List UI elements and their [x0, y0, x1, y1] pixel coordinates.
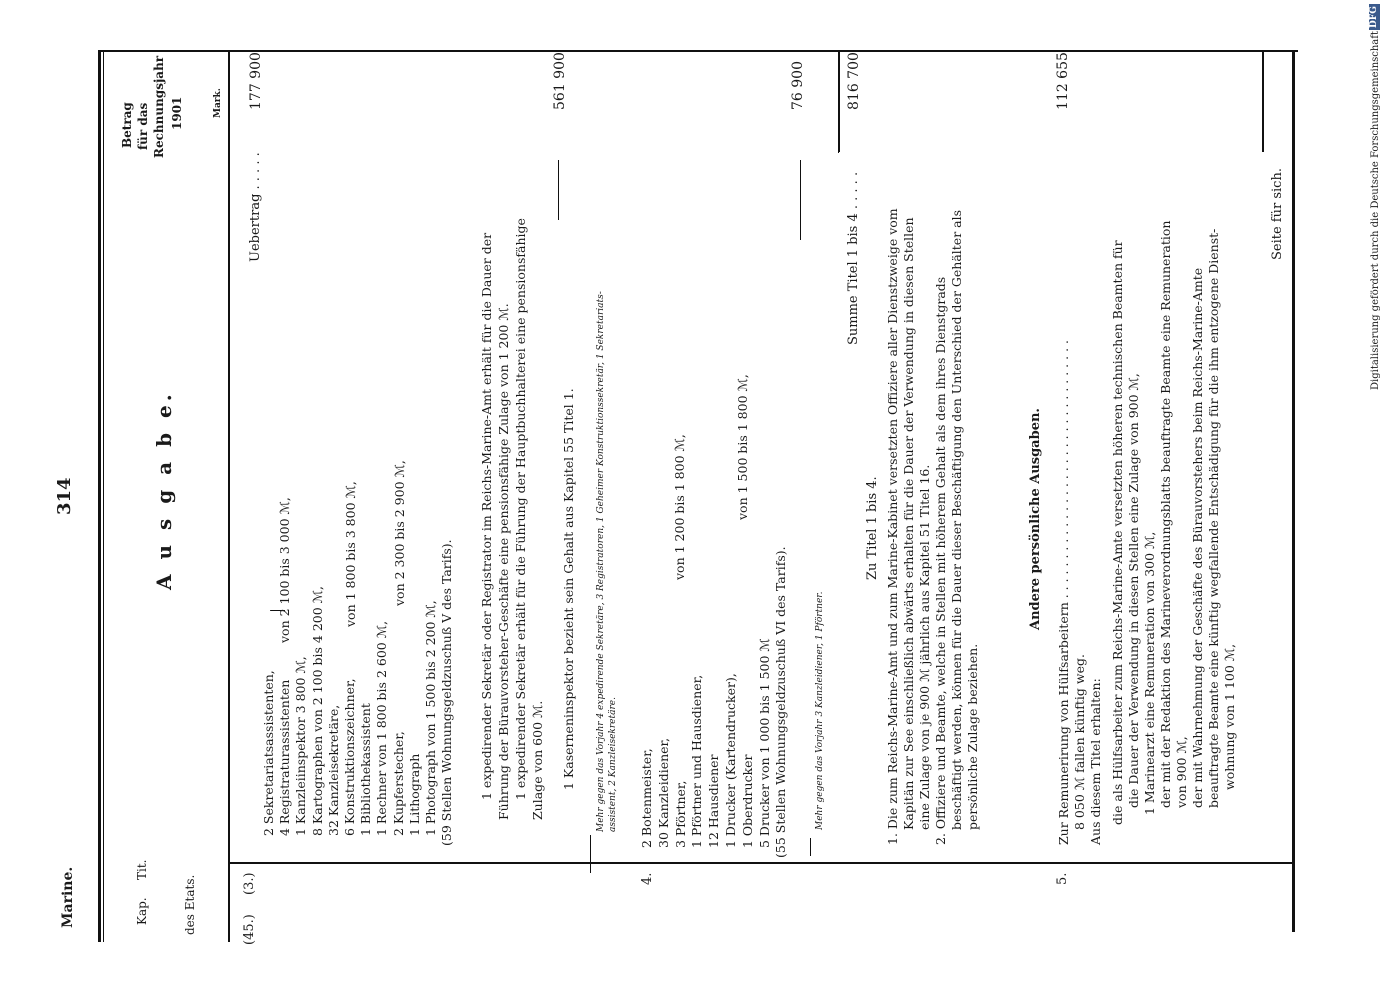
- entry5-l3: Aus diesem Titel erhalten:: [1088, 678, 1103, 845]
- entry5-heading: Andere persönliche Ausgaben.: [1028, 408, 1043, 630]
- mehr-rule-45: [558, 160, 559, 220]
- zu-titel-p1-1: 1. Die zum Reichs-Marine-Amt und zum Marine-Kabinet versetzten Offiziere aller Dienstzweige vom: [885, 208, 900, 845]
- staff4-line-8: (55 Stellen Wohnungsgeldzuschuß VI des Tarifs).: [773, 546, 789, 858]
- note-line-3: 1 expedirender Sekretär erhält für die Führung der Hauptbuchhalterei eine pensionsfähige: [513, 218, 528, 800]
- amount-45-3: 561 900: [552, 52, 568, 110]
- sum-amount: 816 700: [846, 52, 862, 110]
- staff-line-6: 1 Bibliothekassistent: [358, 703, 374, 836]
- entry5-l7: der mit der Redaktion des Marineverordnungsblatts beauftragte Beamte eine Remuneration: [1158, 220, 1173, 808]
- entry5-l11: wohnung von 1 100 ℳ,: [1222, 643, 1237, 790]
- top-rule-outer: [98, 52, 101, 942]
- entry5-l4: die als Hülfsarbeiter zum Reichs-Marine-Amte versetzten höheren technischen Beamten für: [1110, 240, 1125, 825]
- sum-rule: [838, 152, 839, 153]
- zu-titel-p2-1: 2. Offiziere und Beamte, welche in Stellen mit höherem Gehalt als dem ihres Dienstgrads: [933, 276, 948, 845]
- note-line-4: Zulage von 600 ℳ.: [530, 700, 545, 820]
- staff-line-10: 1 Photograph von 1 500 bis 2 200 ℳ,: [423, 600, 438, 836]
- staff4-line-4: 12 Hausdiener: [706, 754, 722, 848]
- staff-line-11: (59 Stellen Wohnungsgeldzuschuß V des Tarifs).: [439, 539, 455, 846]
- mehr-line-2: assistent, 2 Kanzleisekretäre.: [608, 697, 618, 832]
- entry5-l5: die Dauer der Verwendung in diesen Stellen eine Zulage von 900 ℳ,: [1126, 373, 1141, 808]
- staff4-line-3: 1 Pförtner und Hausdiener,: [689, 674, 705, 848]
- mehr-line-1: Mehr gegen das Vorjahr 4 expedirende Sekretäre, 3 Registratoren, 1 Geheimer Konstruktionssekretär, 1 Sekretariats-: [596, 291, 606, 832]
- zu-titel-heading: Zu Titel 1 bis 4.: [865, 476, 880, 580]
- note-line-5: 1 Kaserneninspektor bezieht sein Gehalt aus Kapitel 55 Titel 1.: [561, 388, 576, 790]
- staff4-line-2: 3 Pförtner,: [672, 780, 688, 848]
- entry5-l2: 8 050 ℳ fallen künftig weg.: [1072, 654, 1087, 830]
- brace-text-2: von 1 800 bis 3 800 ℳ,: [343, 481, 358, 627]
- entry5-footer: Seite für sich.: [1270, 168, 1285, 260]
- sum-label: Summe Titel 1 bis 4 . . . . .: [846, 171, 861, 345]
- staff4-line-6: 1 Oberdrucker: [739, 754, 755, 848]
- entry5-l8: von 900 ℳ,: [1174, 736, 1189, 808]
- amount-header-line2: für das: [136, 102, 150, 150]
- note-line-2: Führung der Bürauvorsteher-Geschäfte eine pensionsfähige Zulage von 1 200 ℳ.: [496, 303, 511, 820]
- amount-header-line3: Rechnungsjahr: [152, 55, 166, 158]
- staff4-line-1: 30 Kanzleidiener,: [655, 737, 671, 848]
- page-header-left: Marine.: [60, 866, 76, 928]
- staff-line-9: 1 Lithograph: [406, 753, 422, 836]
- col-kap: Kap.: [135, 897, 149, 925]
- amount-header-line4: 1901: [170, 96, 184, 130]
- entry5-l1: Zur Remunerirung von Hülfsarbeitern . . . . . . . . . . . . . . . . . . . . . . . . . . . . . . . . .: [1056, 340, 1071, 845]
- header-rule: [98, 50, 1298, 52]
- staff-line-8: 2 Kupferstecher,: [390, 731, 406, 836]
- page-number: 314: [54, 477, 75, 515]
- side-rule: [1262, 52, 1264, 152]
- dfg-badge: DFG: [1369, 6, 1379, 28]
- staff4-line-5: 1 Drucker (Kartendrucker),: [723, 673, 738, 848]
- kap-value: (45.): [242, 914, 257, 945]
- amount-4: 76 900: [790, 61, 806, 110]
- brace4-text-1: von 1 200 bis 1 800 ℳ,: [672, 434, 687, 580]
- amount-5: 112 655: [1055, 52, 1071, 110]
- section-title: A u s g a b e.: [152, 390, 176, 590]
- text-amount-rule: [1292, 52, 1295, 932]
- staff-line-4: 32 Kanzleisekretäre,: [325, 704, 341, 836]
- amount-rule-4: [800, 160, 801, 240]
- zu-titel-p2-3: persönliche Zulage beziehen.: [965, 643, 980, 830]
- staff-line-2: 1 Kanzleiinspektor 3 800 ℳ,: [293, 656, 309, 836]
- brace-text-3: von 2 300 bis 2 900 ℳ,: [392, 460, 407, 606]
- staff-line-7: 1 Rechner von 1 800 bis 2 600 ℳ,: [374, 620, 390, 836]
- zu-titel-p1-3: eine Zulage von je 900 ℳ jährlich aus Kapitel 51 Titel 16.: [917, 464, 932, 830]
- col-tit: Tit.: [135, 859, 149, 880]
- amount-unit: Mark.: [213, 88, 223, 118]
- tit-value: (3.): [242, 872, 257, 895]
- uebertrag-amount: 177 900: [248, 52, 264, 110]
- staff-line-3: 8 Kartographen von 2 100 bis 4 200 ℳ,: [309, 586, 325, 836]
- staff4-line-7: 5 Drucker von 1 000 bis 1 500 ℳ: [756, 638, 772, 848]
- note-line-1: 1 expedirender Sekretär oder Registrator im Reichs-Marine-Amt erhält für die Dauer der: [479, 232, 494, 800]
- entry5-l10: beauftragte Beamte eine künftig wegfallende Entschädigung für die ihm entzogene Dienst-: [1206, 228, 1221, 808]
- zu-titel-p1-2: Kapitän zur See einschließlich abwärts erhalten für die Dauer der Verwendung in diesen Stellen: [901, 217, 916, 830]
- staff-line-5: 6 Konstruktionszeichner,: [342, 678, 357, 836]
- brace-text-1: von 2 100 bis 3 000 ℳ,: [277, 497, 292, 643]
- amount-column-rule: [838, 52, 840, 152]
- mehr-4: Mehr gegen das Vorjahr 3 Kanzleidiener, 1 Pförtner.: [815, 591, 825, 830]
- tit-4: 4.: [640, 872, 655, 885]
- uebertrag-label: Uebertrag . . . . .: [248, 152, 263, 262]
- amount-header-line1: Betrag: [120, 102, 134, 148]
- zu-titel-p2-2: beschäftigt werden, können für die Dauer dieser Beschäftigung den Unterschied der Gehälter als: [949, 209, 964, 830]
- mehr-box-4: [810, 838, 811, 856]
- row-bottom-rule: [228, 862, 1292, 864]
- mehr-box-45: [590, 835, 591, 873]
- top-rule-inner: [103, 52, 104, 942]
- staff4-line-0: 2 Botenmeister,: [639, 748, 654, 848]
- entry5-l9: der mit Wahrnehmung der Geschäfte des Bürauvorstehers beim Reichs-Marine-Amte: [1190, 267, 1205, 808]
- col-etats: des Etats.: [183, 874, 197, 935]
- tit-5: 5.: [1055, 872, 1070, 885]
- kap-column-rule: [228, 52, 230, 942]
- staff-line-1: 4 Registraturassistenten: [277, 679, 293, 836]
- brace4-text-2: von 1 500 bis 1 800 ℳ,: [735, 374, 750, 520]
- staff-line-0: 2 Sekretariatsassistenten,: [261, 670, 276, 836]
- side-note: Digitalisierung gefördert durch die Deutsche Forschungsgemeinschaft: [1370, 31, 1381, 390]
- entry5-l6: 1 Marinearzt eine Remuneration von 300 ℳ,: [1142, 531, 1157, 815]
